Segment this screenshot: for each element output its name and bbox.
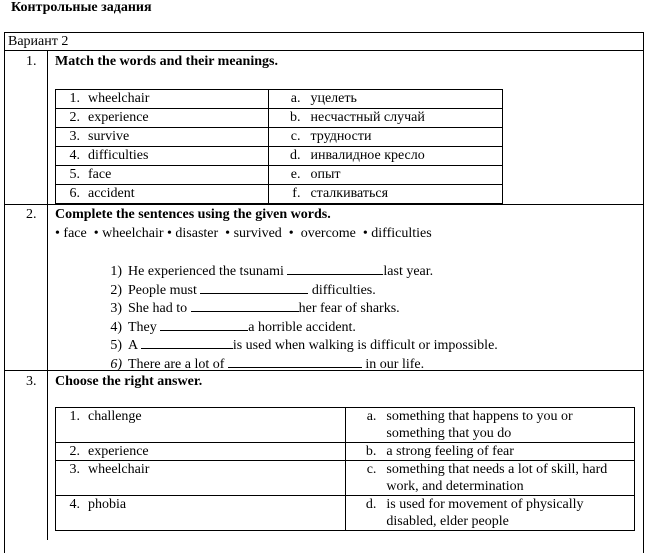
sentence-end: last year. <box>383 264 434 279</box>
number-column-divider <box>47 50 48 540</box>
meaning-text: уцелеть <box>310 91 357 106</box>
task3-instruction: Choose the right answer. <box>55 374 203 389</box>
task3-number: 3. <box>26 374 37 389</box>
sentence-number: 5) <box>110 338 122 353</box>
sentence-end: difficulties. <box>308 282 376 298</box>
item-letter: b. <box>365 444 377 459</box>
page-title: Контрольные задания <box>11 0 152 15</box>
word-text: survive <box>88 129 130 144</box>
sentence-item <box>100 317 356 337</box>
meaning-text: трудности <box>310 129 372 144</box>
item-letter: c. <box>366 462 377 477</box>
task2-instruction: Complete the sentences using the given words. <box>55 207 331 222</box>
answer-blank <box>160 317 248 331</box>
sentence-start: A <box>128 338 141 353</box>
sentence-start: He experienced the tsunami <box>128 264 288 279</box>
table-row <box>56 461 635 496</box>
item-number: 4. <box>69 148 80 163</box>
variant-label: Вариант 2 <box>8 34 69 49</box>
answer-blank <box>200 280 308 294</box>
meaning-cell <box>269 109 503 128</box>
match-table <box>55 89 503 204</box>
meaning-cell <box>269 166 503 185</box>
word-cell <box>56 443 346 461</box>
word-text: face <box>88 167 112 182</box>
answer-blank <box>228 354 362 368</box>
meaning-cell <box>346 408 635 443</box>
meaning-text: something that needs a lot of skill, hard work, and determination <box>386 462 608 494</box>
task1-number: 1. <box>26 54 37 69</box>
word-cell <box>56 461 346 496</box>
word-cell <box>56 90 269 109</box>
table-row <box>56 128 503 147</box>
sentence-start: People must <box>128 282 201 298</box>
word-cell <box>56 185 269 204</box>
sentence-end: is used when walking is difficult or impossible. <box>232 338 498 353</box>
word-bank: • face • wheelchair • disaster • survived • overcome • difficulties <box>55 226 432 241</box>
item-letter: c. <box>290 129 301 144</box>
item-letter: a. <box>290 91 301 106</box>
item-number: 5. <box>69 167 80 182</box>
item-number: 4. <box>69 497 80 512</box>
sentence-start: There are a lot of <box>128 356 228 372</box>
meaning-cell <box>269 185 503 204</box>
sentence-item <box>100 335 498 355</box>
sentence-item <box>100 280 376 300</box>
word-text: accident <box>88 186 135 201</box>
sentence-number: 6) <box>110 356 122 372</box>
sentence-end: a horrible accident. <box>248 319 356 335</box>
word-text: wheelchair <box>88 91 150 106</box>
sentence-end: in our life. <box>361 356 425 372</box>
meaning-cell <box>269 147 503 166</box>
sentence-number: 2) <box>110 282 122 298</box>
answer-table <box>55 407 635 531</box>
table-row <box>56 109 503 128</box>
item-number: 3. <box>69 129 80 144</box>
item-letter: b. <box>289 110 301 125</box>
table-row <box>56 443 635 461</box>
item-number: 1. <box>69 91 80 106</box>
meaning-cell <box>346 496 635 531</box>
meaning-line <box>364 496 634 530</box>
meaning-line <box>364 443 634 460</box>
item-letter: e. <box>290 167 301 182</box>
table-row <box>56 185 503 204</box>
task1-instruction: Match the words and their meanings. <box>55 54 278 69</box>
meaning-line <box>364 408 634 442</box>
item-number: 2. <box>69 110 80 125</box>
item-letter: f. <box>292 186 301 201</box>
sentence-item <box>100 261 433 281</box>
meaning-text: a strong feeling of fear <box>386 444 514 459</box>
meaning-text: инвалидное кресло <box>310 148 425 163</box>
meaning-text: сталкиваться <box>310 186 389 201</box>
word-cell <box>56 408 346 443</box>
word-text: experience <box>88 444 149 459</box>
answer-blank <box>141 335 233 349</box>
word-cell <box>56 128 269 147</box>
word-cell <box>56 109 269 128</box>
word-text: wheelchair <box>88 462 150 477</box>
meaning-text: is used for movement of physically disabled, elder people <box>386 497 584 529</box>
sentence-item <box>100 354 424 374</box>
sentence-number: 3) <box>110 301 122 316</box>
meaning-cell <box>346 461 635 496</box>
table-row <box>56 147 503 166</box>
item-letter: a. <box>366 409 377 424</box>
meaning-line <box>364 461 634 495</box>
item-number: 3. <box>69 462 80 477</box>
meaning-cell <box>346 443 635 461</box>
word-text: challenge <box>88 409 142 424</box>
meaning-text: something that happens to you or something that you do <box>386 409 573 441</box>
word-cell <box>56 147 269 166</box>
word-text: difficulties <box>88 148 149 163</box>
item-number: 6. <box>69 186 80 201</box>
sentence-number: 1) <box>110 264 122 279</box>
sentence-end: her fear of sharks. <box>298 301 400 316</box>
table-row <box>56 90 503 109</box>
sentence-number: 4) <box>110 319 122 335</box>
word-cell <box>56 496 346 531</box>
sentence-item <box>100 298 400 318</box>
sentence-start: She had to <box>128 301 191 316</box>
meaning-cell <box>269 128 503 147</box>
task2-number: 2. <box>26 207 37 222</box>
divider-task2 <box>4 204 644 205</box>
answer-blank <box>191 298 299 312</box>
word-text: phobia <box>88 497 127 512</box>
word-text: experience <box>88 110 149 125</box>
meaning-text: несчастный случай <box>310 110 425 125</box>
item-number: 1. <box>69 409 80 424</box>
table-row <box>56 496 635 531</box>
item-number: 2. <box>69 444 80 459</box>
item-letter: d. <box>365 497 377 512</box>
table-row <box>56 166 503 185</box>
divider-variant <box>4 50 644 51</box>
meaning-cell <box>269 90 503 109</box>
word-cell <box>56 166 269 185</box>
meaning-text: опыт <box>310 167 341 182</box>
item-letter: d. <box>289 148 301 163</box>
answer-blank <box>287 261 383 275</box>
sentence-start: They <box>128 319 161 335</box>
table-row <box>56 408 635 443</box>
